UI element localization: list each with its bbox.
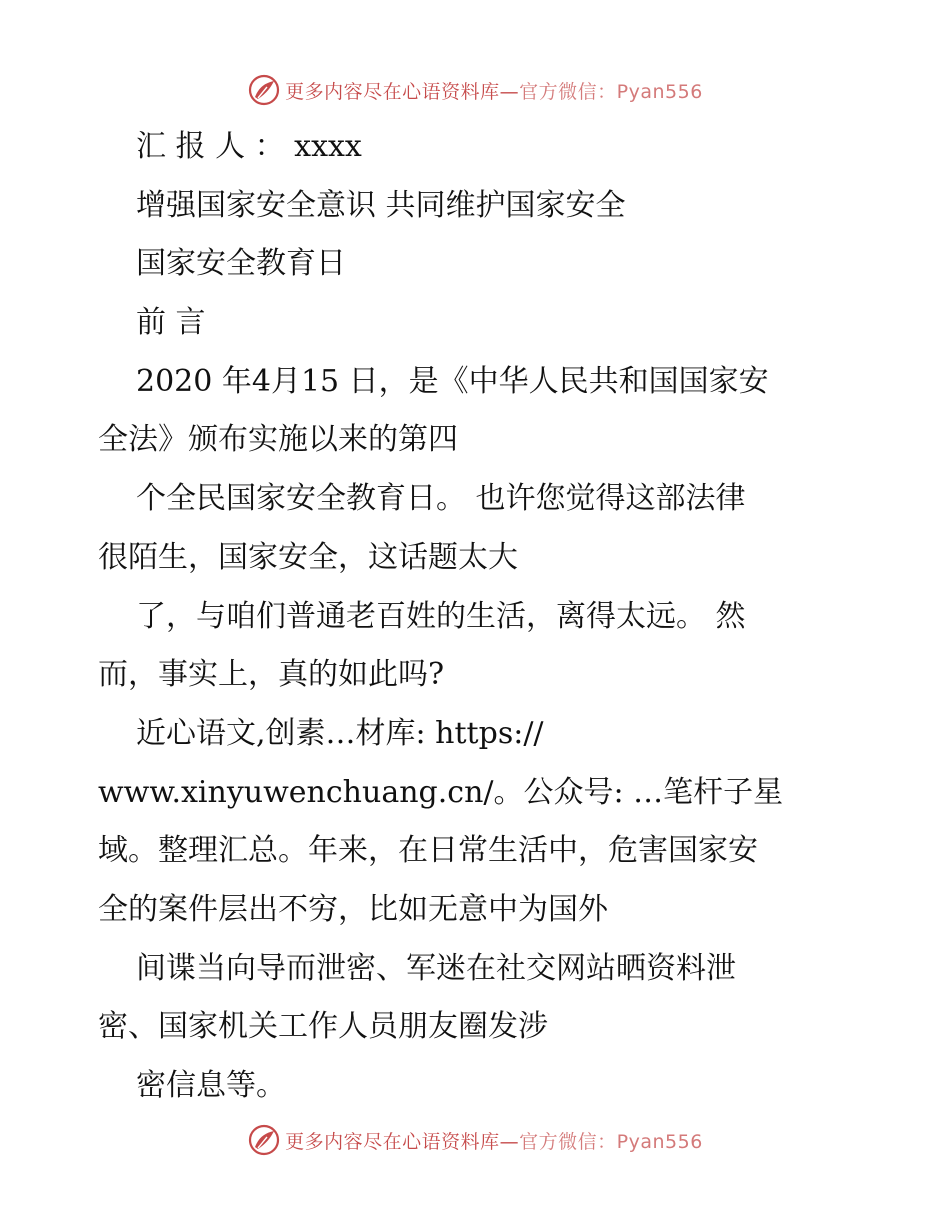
text-line: 个全民国家安全教育日。 也许您觉得这部法律: [136, 481, 746, 517]
header-banner: [0, 70, 950, 110]
text-line: 近心语文,创素…材库: https://: [136, 715, 544, 751]
pen-nib-logo-icon: [247, 73, 281, 107]
text-line: 2020 年4月15 日，是《中华人民共和国国家安: [136, 363, 769, 399]
text-line: 密信息等。: [136, 1068, 286, 1103]
footer-banner: [0, 1120, 950, 1160]
pen-nib-logo-icon: [247, 1123, 281, 1157]
document-body: [98, 118, 868, 1116]
text-line: 间谍当向导而泄密、军迷在社交网站晒资料泄: [136, 950, 736, 986]
text-line: 全法》颁布实施以来的第四: [98, 422, 458, 458]
text-line: 而，事实上，真的如此吗?: [98, 657, 445, 693]
banner-text: 更多内容尽在心语资料库—官方微信：Pyan556: [285, 1130, 703, 1153]
banner-text: 更多内容尽在心语资料库—官方微信：Pyan556: [285, 80, 703, 103]
text-line: www.xinyuwenchuang.cn/。公众号: …笔杆子星: [98, 774, 784, 810]
text-line: 增强国家安全意识 共同维护国家安全: [136, 187, 626, 223]
text-line: 前 言: [136, 305, 206, 341]
text-line: 国家安全教育日: [136, 246, 346, 282]
text-line: 很陌生，国家安全，这话题太大: [98, 539, 518, 575]
banner-content: [247, 73, 703, 107]
text-line: 全的案件层出不穷，比如无意中为国外: [98, 891, 608, 927]
text-line: 域。整理汇总。年来，在日常生活中，危害国家安: [98, 833, 758, 869]
banner-content: [247, 1123, 703, 1157]
text-line: 汇 报 人 ： xxxx: [136, 129, 362, 164]
text-line: 了，与咱们普通老百姓的生活，离得太远。 然: [136, 598, 746, 634]
text-line: 密、国家机关工作人员朋友圈发涉: [98, 1009, 548, 1045]
